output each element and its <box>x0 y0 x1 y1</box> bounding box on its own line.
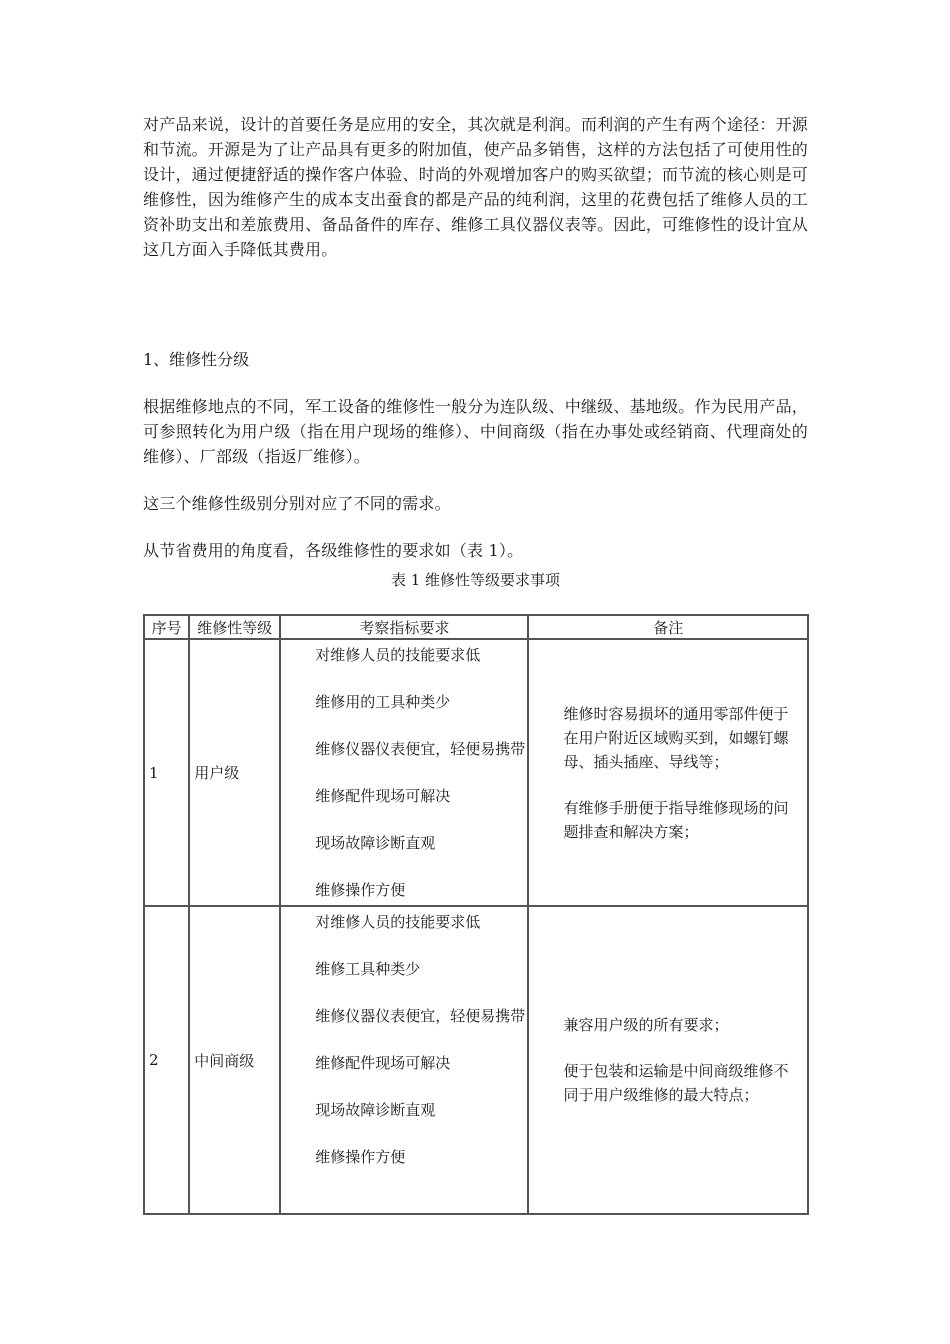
row-level: 中间商级 <box>189 906 280 1214</box>
table-header-row <box>144 615 808 639</box>
header-notes: 备注 <box>528 615 808 639</box>
table-caption: 表 1 维修性等级要求事项 <box>390 571 561 589</box>
requirement-item: 维修配件现场可解决 <box>315 1054 451 1072</box>
requirement-item: 维修仪器仪表便宜，轻便易携带 <box>315 740 526 758</box>
requirement-item: 维修工具种类少 <box>315 960 421 978</box>
requirement-item: 对维修人员的技能要求低 <box>315 646 481 664</box>
row-level: 用户级 <box>189 639 280 906</box>
note-item: 兼容用户级的所有要求； <box>563 1016 729 1034</box>
header-requirements: 考察指标要求 <box>280 615 528 639</box>
row-index: 1 <box>144 639 189 906</box>
intro-paragraph: 对产品来说，设计的首要任务是应用的安全，其次就是利润。而利润的产生有两个途径：开源和节流。开源是为了让产品具有更多的附加值，使产品多销售，这样的方法包括了可使用性的设计，通过便捷舒适的操作客户体验、时尚的外观增加客户的购买欲望；而节流的核心则是可维修性，因为维修产生的成本支出蚕食的都是产品的纯利润，这里的花费包括了维修人员的工资补助支出和差旅费用、备品备件的库存、维修工具仪器仪表等。因此，可维修性的设计宜从这几方面入手降低其费用。 <box>143 115 808 259</box>
paragraph-needs: 这三个维修性级别分别对应了不同的需求。 <box>143 494 451 513</box>
table-row <box>144 639 808 906</box>
paragraph-levels: 根据维修地点的不同，军工设备的维修性一般分为连队级、中继级、基地级。作为民用产品，可参照转化为用户级（指在用户现场的维修）、中间商级（指在办事处或经销商、代理商处的维修）、厂部级（指返厂维修）。 <box>143 397 808 466</box>
maintainability-table <box>143 614 809 1215</box>
requirement-item: 维修用的工具种类少 <box>315 693 451 711</box>
row-requirements <box>280 906 528 1214</box>
requirement-item: 现场故障诊断直观 <box>315 1101 436 1119</box>
section-heading: 1、维修性分级 <box>143 350 250 369</box>
row-notes <box>528 639 808 906</box>
requirement-item: 对维修人员的技能要求低 <box>315 913 481 931</box>
requirement-item: 维修操作方便 <box>315 1148 406 1166</box>
requirement-item: 维修配件现场可解决 <box>315 787 451 805</box>
table-row <box>144 906 808 1214</box>
row-requirements <box>280 639 528 906</box>
requirement-item: 维修仪器仪表便宜，轻便易携带 <box>315 1007 526 1025</box>
paragraph-table-intro: 从节省费用的角度看，各级维修性的要求如（表 1）。 <box>143 541 524 560</box>
requirement-item: 维修操作方便 <box>315 881 406 899</box>
note-item: 维修时容易损坏的通用零部件便于在用户附近区域购买到，如螺钉螺母、插头插座、导线等； <box>563 704 789 771</box>
requirement-item: 现场故障诊断直观 <box>315 834 436 852</box>
row-notes <box>528 906 808 1214</box>
header-index: 序号 <box>144 615 189 639</box>
note-item: 有维修手册便于指导维修现场的问题排查和解决方案； <box>563 798 789 841</box>
note-item: 便于包装和运输是中间商级维修不同于用户级维修的最大特点； <box>563 1062 789 1104</box>
row-index: 2 <box>144 906 189 1214</box>
header-level: 维修性等级 <box>189 615 280 639</box>
document-page <box>143 112 808 1215</box>
